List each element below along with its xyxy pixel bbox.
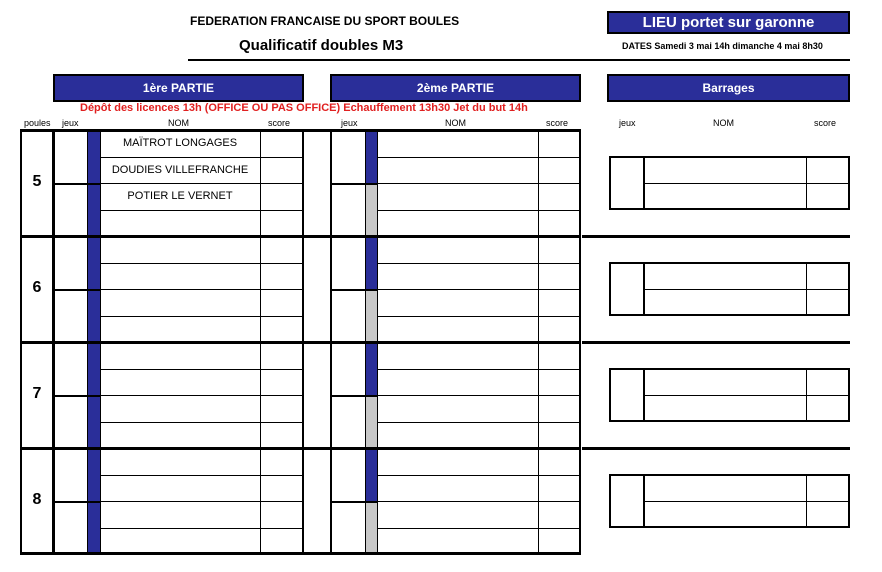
partie-2-row-line — [377, 183, 581, 184]
partie-2-jeux-line — [330, 289, 377, 291]
partie-2-row-line — [377, 316, 581, 317]
partie-2-row-line — [377, 369, 581, 370]
col-nom-1: NOM — [168, 118, 189, 128]
lieu-banner: LIEU portet sur garonne — [607, 11, 850, 34]
grid-bottom — [20, 552, 581, 555]
dates-text: DATES Samedi 3 mai 14h dimanche 4 mai 8h30 — [622, 41, 823, 51]
partie-2-row-line — [377, 395, 581, 396]
poule-number: 7 — [32, 385, 42, 402]
partie-1-jeux-line — [53, 395, 100, 397]
poule-block-top — [20, 341, 581, 344]
col-nom-2: NOM — [445, 118, 466, 128]
team-name: MAÏTROT LONGAGES — [122, 137, 238, 149]
col-nom-3: NOM — [713, 118, 734, 128]
partie-1-row-line — [100, 289, 304, 290]
barrage-separator — [582, 341, 850, 344]
organisation-title: FEDERATION FRANCAISE DU SPORT BOULES — [190, 14, 460, 28]
col-score-1: score — [268, 118, 291, 128]
col-score-3: score — [814, 118, 837, 128]
partie-2-jeux-line — [330, 183, 377, 185]
partie-1-row-line — [100, 263, 304, 264]
barrage-separator — [582, 235, 850, 238]
partie-2-row-line — [377, 289, 581, 290]
team-name: POTIER LE VERNET — [127, 190, 233, 202]
notice-text: Dépôt des licences 13h (OFFICE OU PAS OFFICE) Echauffement 13h30 Jet du but 14h — [80, 102, 528, 114]
partie-1-jeux-line — [53, 183, 100, 185]
partie-2-row-line — [377, 501, 581, 502]
barrage-row-line — [645, 395, 850, 396]
partie-2-strip — [366, 132, 377, 183]
poule-number: 5 — [32, 173, 42, 190]
partie-1-row-line — [100, 369, 304, 370]
barrages-header: Barrages — [607, 74, 850, 102]
barrage-row-line — [645, 501, 850, 502]
partie-2-jeux-line — [330, 395, 377, 397]
header-divider — [188, 59, 850, 61]
partie-2-row-line — [377, 422, 581, 423]
poule-block-top — [20, 447, 581, 450]
col-poules: poules — [24, 118, 51, 128]
col-jeux-3: jeux — [619, 118, 636, 128]
partie-1-row-line — [100, 210, 304, 211]
barrage-separator — [582, 447, 850, 450]
partie-2-strip — [366, 238, 377, 289]
team-name: DOUDIES VILLEFRANCHE — [111, 163, 249, 176]
poule-number: 6 — [32, 279, 42, 296]
barrage-row-line — [645, 183, 850, 184]
partie-2-strip-grey — [366, 503, 377, 553]
partie-1-row-line — [100, 422, 304, 423]
partie-1-row-line — [100, 157, 304, 158]
partie-2-row-line — [377, 528, 581, 529]
partie-1-row-line — [100, 501, 304, 502]
partie-1-jeux-line — [53, 289, 100, 291]
partie-2-strip — [366, 450, 377, 501]
partie-2-row-line — [377, 475, 581, 476]
partie-1-row-line — [100, 475, 304, 476]
partie-2-jeux-line — [330, 501, 377, 503]
barrage-row-line — [645, 289, 850, 290]
col-jeux-2: jeux — [341, 118, 358, 128]
partie-2-row-line — [377, 210, 581, 211]
partie-1-row-line — [100, 395, 304, 396]
partie-1-row-line — [100, 183, 304, 184]
partie-1-jeux-line — [53, 501, 100, 503]
partie-2-strip — [366, 344, 377, 395]
partie-2-row-line — [377, 157, 581, 158]
col-jeux-1: jeux — [62, 118, 79, 128]
poule-block-top — [20, 235, 581, 238]
poule-block-top — [20, 129, 581, 132]
partie-2-strip-grey — [366, 397, 377, 447]
partie-2-header: 2ème PARTIE — [330, 74, 581, 102]
partie-1-row-line — [100, 528, 304, 529]
col-score-2: score — [546, 118, 569, 128]
partie-1-row-line — [100, 316, 304, 317]
competition-title: Qualificatif doubles M3 — [239, 37, 404, 54]
partie-1-header: 1ère PARTIE — [53, 74, 304, 102]
partie-2-strip-grey — [366, 185, 377, 235]
partie-2-row-line — [377, 263, 581, 264]
partie-2-strip-grey — [366, 291, 377, 341]
poule-number: 8 — [32, 491, 42, 508]
